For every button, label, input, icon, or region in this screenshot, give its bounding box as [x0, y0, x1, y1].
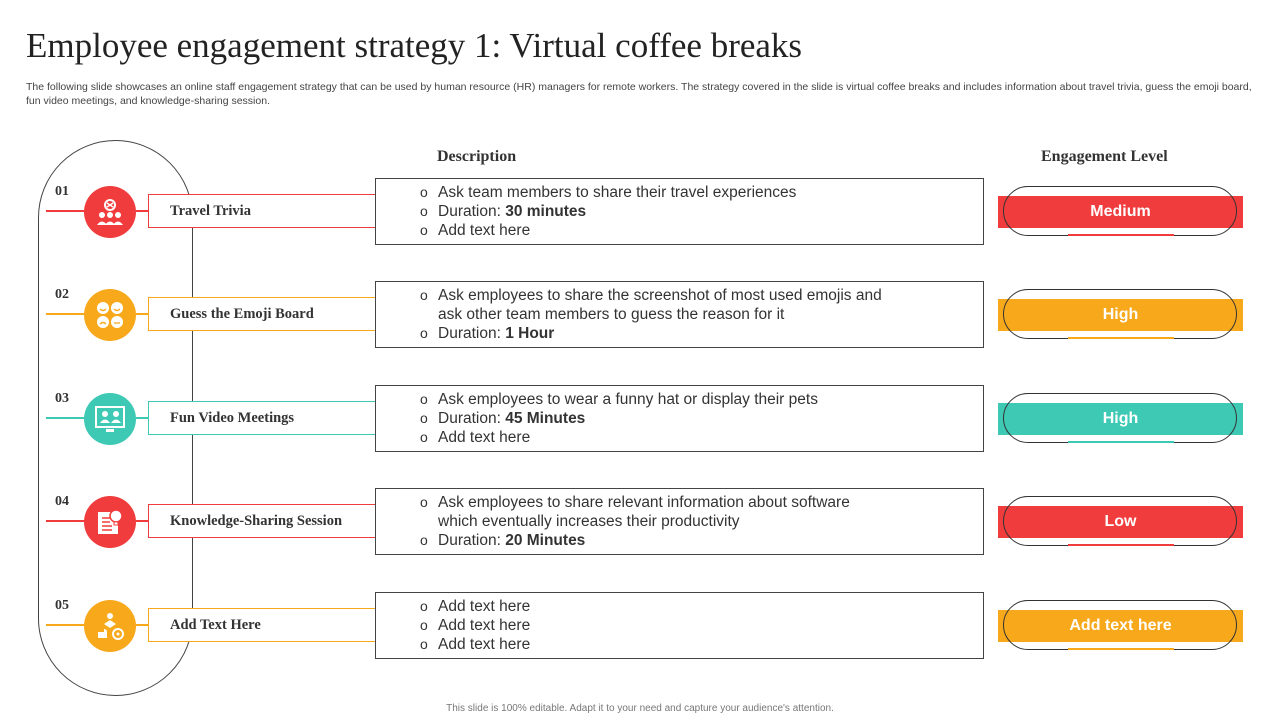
description-bullet: o Ask employees to share relevant information about software: [438, 493, 983, 512]
strategy-row-3: [0, 393, 1280, 463]
emoji-icon: [84, 289, 136, 341]
strategy-label: Knowledge-Sharing Session: [170, 513, 343, 529]
description-continuation: ask other team members to guess the reason for it: [438, 306, 785, 323]
strategy-label-pill: [148, 297, 406, 331]
duration-bullet: o Duration: 1 Hour: [438, 324, 983, 343]
strategy-row-1: [0, 186, 1280, 256]
row-number: 02: [55, 287, 69, 302]
row-tick: [46, 313, 86, 315]
description-box: [375, 281, 984, 348]
strategy-label-pill: [148, 194, 406, 228]
row-number: 04: [55, 494, 69, 509]
engagement-level-label: Medium: [1090, 203, 1151, 220]
description-bullet: o Add text here: [438, 635, 983, 654]
description-heading: Description: [437, 148, 517, 165]
engagement-level-badge: [998, 496, 1244, 548]
strategy-label: Add Text Here: [170, 617, 261, 633]
description-box: [375, 178, 984, 245]
engagement-heading: Engagement Level: [1041, 148, 1168, 165]
engagement-level-badge: [998, 289, 1244, 341]
row-number: 03: [55, 391, 69, 406]
strategy-label: Travel Trivia: [170, 203, 251, 219]
description-bullet: o Ask team members to share their travel experiences: [438, 183, 983, 202]
row-tick: [46, 624, 86, 626]
strategy-label-pill: [148, 504, 406, 538]
description-box: [375, 385, 984, 452]
row-tick: [46, 417, 86, 419]
strategy-label: Fun Video Meetings: [170, 410, 295, 426]
duration-bullet: o Duration: 45 Minutes: [438, 409, 983, 428]
strategy-row-5: [0, 600, 1280, 670]
engagement-level-badge: [998, 393, 1244, 445]
engagement-level-label: Low: [1104, 513, 1137, 530]
page-subtitle: The following slide showcases an online staff engagement strategy that can be used by human resource (HR) managers for remote workers. The strategy covered in the slide is virtual coffee breaks and includes information about travel trivia, guess the emoji board, fun video meetings, and knowledge-sharing session.: [26, 81, 1252, 107]
strategy-row-4: [0, 496, 1280, 566]
strategy-label-pill: [148, 401, 406, 435]
description-bullet: o Add text here: [438, 597, 983, 616]
engagement-level-label: Add text here: [1069, 617, 1172, 634]
description-box: [375, 488, 984, 555]
row-number: 05: [55, 598, 69, 613]
team-icon: [84, 186, 136, 238]
strategy-row-2: [0, 289, 1280, 359]
engagement-level-badge: [998, 186, 1244, 238]
description-bullet: o Ask employees to wear a funny hat or display their pets: [438, 390, 983, 409]
description-continuation: which eventually increases their productivity: [438, 513, 740, 530]
strategy-label-pill: [148, 608, 406, 642]
engagement-level-label: High: [1102, 306, 1139, 323]
puzzle-icon: [84, 600, 136, 652]
page-title: Employee engagement strategy 1: Virtual coffee breaks: [26, 26, 803, 65]
duration-bullet: o Duration: 20 Minutes: [438, 531, 983, 550]
footer-note: This slide is 100% editable. Adapt it to your need and capture your audience's attention.: [446, 703, 834, 714]
duration-bullet: o Duration: 30 minutes: [438, 202, 983, 221]
description-bullet: o Add text here: [438, 428, 983, 447]
description-bullet: o Add text here: [438, 221, 983, 240]
row-tick: [46, 520, 86, 522]
description-bullet: o Add text here: [438, 616, 983, 635]
idea-icon: [84, 496, 136, 548]
video-meeting-icon: [84, 393, 136, 445]
engagement-level-badge: [998, 600, 1244, 652]
row-tick: [46, 210, 86, 212]
description-box: [375, 592, 984, 659]
description-bullet: o Ask employees to share the screenshot of most used emojis and: [438, 286, 983, 305]
row-number: 01: [55, 184, 69, 199]
strategy-label: Guess the Emoji Board: [170, 306, 314, 322]
engagement-level-label: High: [1102, 410, 1139, 427]
